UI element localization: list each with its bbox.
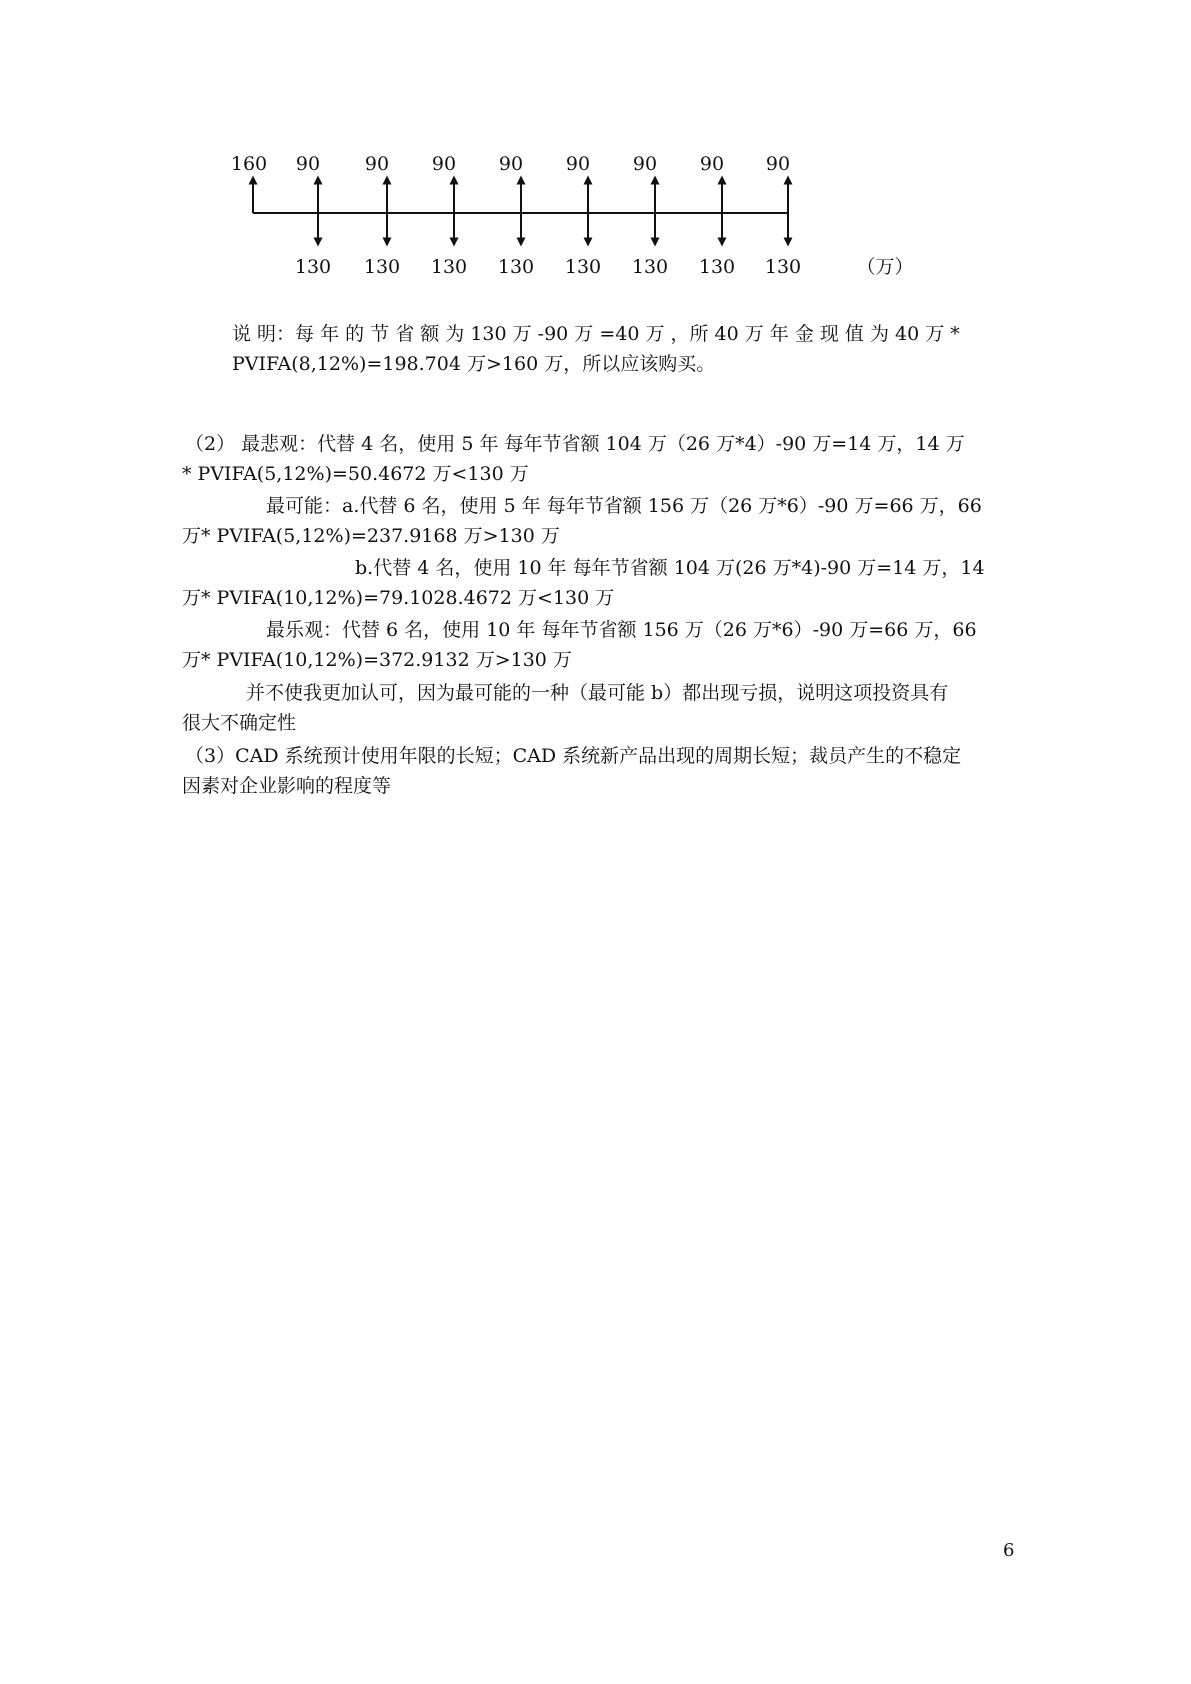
initial-value-label: 160: [230, 153, 268, 175]
cash-flow-svg: [230, 150, 990, 310]
likely-a-line-2: 万* PVIFA(5,12%)=237.9168 万>130 万: [182, 525, 560, 547]
inflow-value-4: 90: [498, 153, 524, 175]
part3-line-1: （3）CAD 系统预计使用年限的长短；CAD 系统新产品出现的周期长短；裁员产生的不稳定: [185, 745, 962, 767]
outflow-value-1: 130: [294, 256, 332, 278]
cash-flow-diagram: [230, 150, 990, 310]
conclusion-line-1: 并不使我更加认可，因为最可能的一种（最可能 b）都出现亏损，说明这项投资具有: [246, 682, 949, 704]
optimistic-line-1: 最乐观：代替 6 名，使用 10 年 每年节省额 156 万（26 万*6）-90 万=66 万，66: [266, 619, 977, 641]
optimistic-line-2: 万* PVIFA(10,12%)=372.9132 万>130 万: [182, 649, 572, 671]
outflow-value-6: 130: [631, 256, 669, 278]
inflow-value-5: 90: [565, 153, 591, 175]
page-number: 6: [1003, 1540, 1015, 1561]
explanation-line-2: PVIFA(8,12%)=198.704 万>160 万，所以应该购买。: [232, 353, 716, 375]
outflow-value-4: 130: [497, 256, 535, 278]
inflow-value-2: 90: [364, 153, 390, 175]
inflow-value-1: 90: [295, 153, 321, 175]
pessimistic-line-2: * PVIFA(5,12%)=50.4672 万<130 万: [182, 463, 529, 485]
outflow-value-8: 130: [764, 256, 802, 278]
inflow-value-8: 90: [765, 153, 791, 175]
outflow-value-5: 130: [564, 256, 602, 278]
likely-a-line-1: 最可能：a.代替 6 名，使用 5 年 每年节省额 156 万（26 万*6）-90 万=66 万，66: [266, 495, 982, 517]
outflow-value-7: 130: [698, 256, 736, 278]
outflow-value-3: 130: [430, 256, 468, 278]
inflow-value-3: 90: [431, 153, 457, 175]
likely-b-line-1: b.代替 4 名，使用 10 年 每年节省额 104 万(26 万*4)-90 万=14 万，14: [355, 557, 985, 579]
explanation-line-1: 说 明：每 年 的 节 省 额 为 130 万 -90 万 =40 万 ，所 40 万 年 金 现 值 为 40 万 *: [232, 323, 960, 345]
unit-label: （万）: [856, 256, 914, 278]
outflow-value-2: 130: [363, 256, 401, 278]
pessimistic-line-1: （2） 最悲观：代替 4 名，使用 5 年 每年节省额 104 万（26 万*4）-90 万=14 万，14 万: [185, 433, 965, 455]
part3-line-2: 因素对企业影响的程度等: [182, 775, 392, 797]
inflow-value-6: 90: [632, 153, 658, 175]
likely-b-line-2: 万* PVIFA(10,12%)=79.1028.4672 万<130 万: [182, 587, 615, 609]
conclusion-line-2: 很大不确定性: [182, 712, 297, 734]
inflow-value-7: 90: [699, 153, 725, 175]
